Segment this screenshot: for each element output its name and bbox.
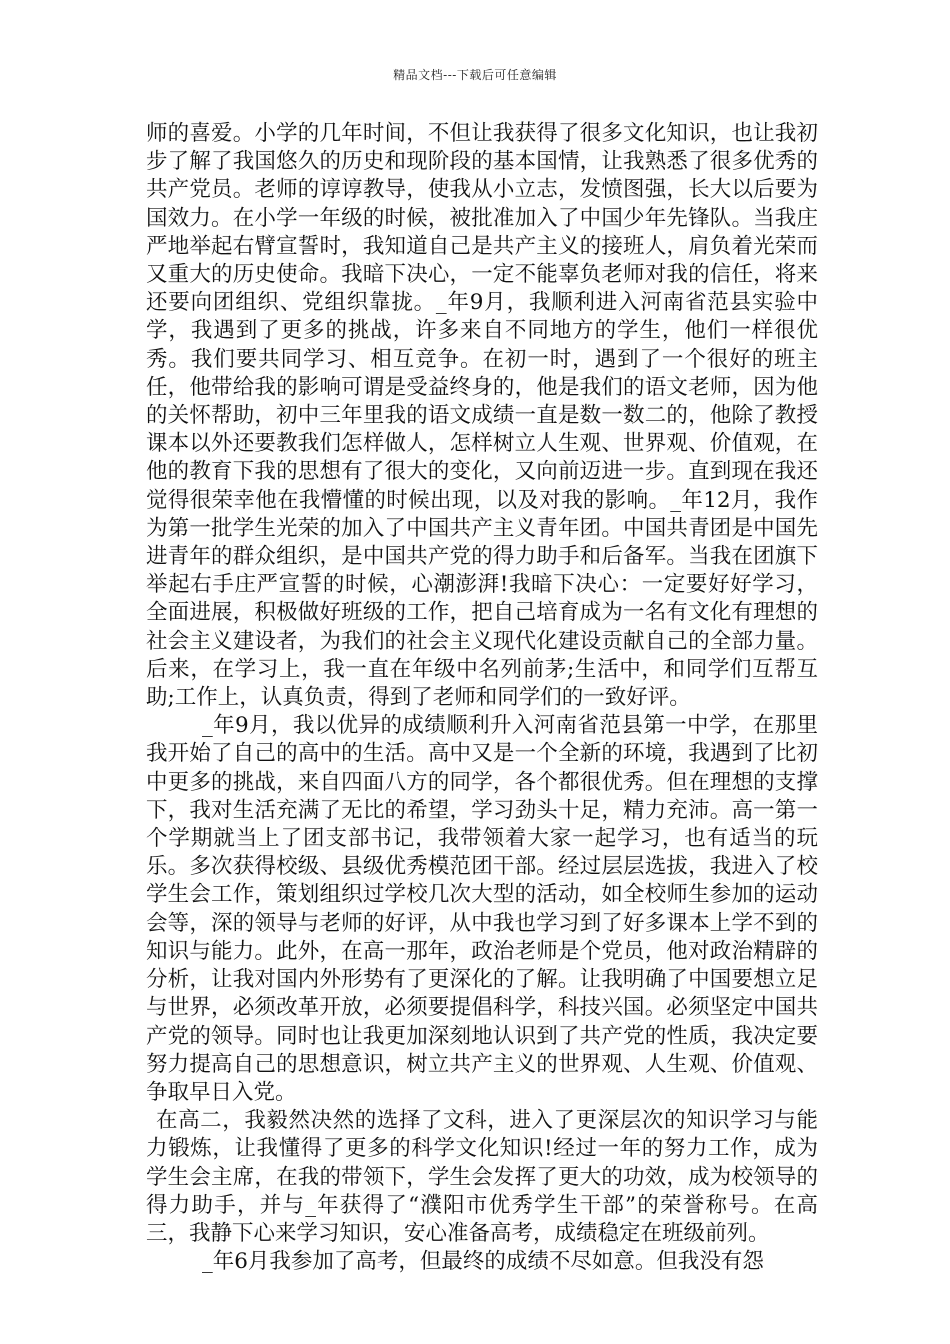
paragraph-3: 在高二，我毅然决然的选择了文科，进入了更深层次的知识学习与能力锻炼，让我懂得了更多的科学文化知识!经过一年的努力工作，成为学生会主席，在我的带领下，学生会发挥了更大的功效，成为校领导的得力助手，并与_年获得了“濮阳市优秀学生干部”的荣誉称号。在高三，我静下心来学习知识，安心准备高考，成绩稳定在班级前列。 xyxy=(146,1108,818,1246)
page-header: 精品文档---下载后可任意编辑 xyxy=(393,68,557,82)
paragraph-2: _年9月，我以优异的成绩顺利升入河南省范县第一中学，在那里我开始了自己的高中的生活。高中又是一个全新的环境，我遇到了比初中更多的挑战，来自四面八方的同学，各个都很优秀。但在理想的支撑下，我对生活充满了无比的希望，学习劲头十足，精力充沛。高一第一个学期就当上了团支部书记，我带领着大家一起学习，也有适当的玩乐。多次获得校级、县级优秀模范团干部。经过层层选拔，我进入了校学生会工作，策划组织过学校几次大型的活动，如全校师生参加的运动会等，深的领导与老师的好评，从中我也学习到了好多课本上学不到的知识与能力。此外，在高一那年，政治老师是个党员，他对政治精辟的分析，让我对国内外形势有了更深化的了解。让我明确了中国要想立足与世界，必须改革开放，必须要提倡科学，科技兴国。必须坚定中国共产党的领导。同时也让我更加深刻地认识到了共产党的性质，我决定要努力提高自己的思想意识，树立共产主义的世界观、人生观、价值观、争取早日入党。 xyxy=(146,713,818,1105)
paragraph-4: _年6月我参加了高考，但最终的成绩不尽如意。但我没有怨 xyxy=(202,1249,764,1275)
document-body xyxy=(146,120,818,1276)
paragraph-1: 师的喜爱。小学的几年时间，不但让我获得了很多文化知识，也让我初步了解了我国悠久的历史和现阶段的基本国情，让我熟悉了很多优秀的共产党员。老师的谆谆教导，使我从小立志，发愤图强，长大以后要为国效力。在小学一年级的时候，被批准加入了中国少年先锋队。当我庄严地举起右臂宣誓时，我知道自己是共产主义的接班人，肩负着光荣而又重大的历史使命。我暗下决心，一定不能辜负老师对我的信任，将来还要向团组织、党组织靠拢。_年9月，我顺利进入河南省范县实验中学，我遇到了更多的挑战，许多来自不同地方的学生，他们一样很优秀。我们要共同学习、相互竞争。在初一时，遇到了一个很好的班主任，他带给我的影响可谓是受益终身的，他是我们的语文老师，因为他的关怀帮助，初中三年里我的语文成绩一直是数一数二的，他除了教授课本以外还要教我们怎样做人，怎样树立人生观、世界观、价值观，在他的教育下我的思想有了很大的变化，又向前迈进一步。直到现在我还觉得很荣幸他在我懵懂的时候出现，以及对我的影响。_年12月，我作为第一批学生光荣的加入了中国共产主义青年团。中国共青团是中国先进青年的群众组织，是中国共产党的得力助手和后备军。当我在团旗下举起右手庄严宣誓的时候，心潮澎湃!我暗下决心：一定要好好学习，全面进展，积极做好班级的工作，把自己培育成为一名有文化有理想的社会主义建设者，为我们的社会主义现代化建设贡献自己的全部力量。后来，在学习上，我一直在年级中名列前茅;生活中，和同学们互帮互助;工作上，认真负责，得到了老师和同学们的一致好评。 xyxy=(146,121,818,711)
